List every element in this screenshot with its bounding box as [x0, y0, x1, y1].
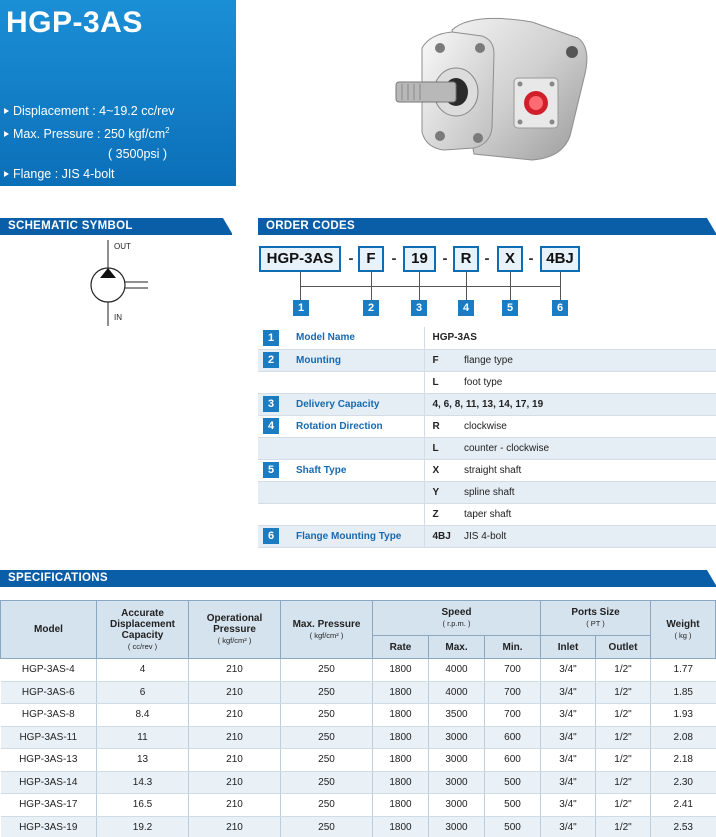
table-row [1, 749, 716, 772]
cell-inlet: 3/4" [541, 749, 596, 772]
cell-outlet: 1/2" [596, 749, 651, 772]
col-speed: Speed ( r.p.m. ) [373, 601, 541, 636]
code-capacity: 19 [403, 246, 436, 272]
cell-inlet: 3/4" [541, 681, 596, 704]
cell-speed-max: 3000 [429, 771, 485, 794]
code-number-badge: 6 [552, 300, 568, 316]
cell-op-pressure: 210 [189, 681, 281, 704]
cell-weight: 1.85 [651, 681, 716, 704]
table-row: 1 Model Name HGP-3AS [258, 327, 716, 349]
table-row [1, 816, 716, 837]
code-number-badge: 2 [363, 300, 379, 316]
cell-inlet: 3/4" [541, 771, 596, 794]
header-banner [0, 0, 236, 186]
cell-model: HGP-3AS-6 [1, 681, 97, 704]
table-row: L foot type [258, 371, 716, 393]
cell-speed-min: 700 [485, 681, 541, 704]
code-number-badge: 4 [458, 300, 474, 316]
code-number-badge: 1 [293, 300, 309, 316]
cell-speed-min: 600 [485, 726, 541, 749]
cell-displacement: 4 [97, 659, 189, 682]
col-operational-pressure: Operational Pressure ( kgf/cm² ) [189, 601, 281, 659]
cell-op-pressure: 210 [189, 659, 281, 682]
table-row: 2 Mounting F flange type [258, 349, 716, 371]
cell-op-pressure: 210 [189, 704, 281, 727]
cell-max-pressure: 250 [281, 704, 373, 727]
cell-inlet: 3/4" [541, 659, 596, 682]
bullet-icon [4, 171, 9, 177]
cell-max-pressure: 250 [281, 659, 373, 682]
cell-weight: 1.77 [651, 659, 716, 682]
cell-speed-min: 500 [485, 816, 541, 837]
cell-max-pressure: 250 [281, 816, 373, 837]
cell-speed-max: 3500 [429, 704, 485, 727]
code-separator: - [348, 250, 354, 267]
cell-speed-rate: 1800 [373, 749, 429, 772]
cell-speed-rate: 1800 [373, 681, 429, 704]
cell-outlet: 1/2" [596, 659, 651, 682]
code-flange: 4BJ [540, 246, 580, 272]
cell-displacement: 8.4 [97, 704, 189, 727]
cell-op-pressure: 210 [189, 794, 281, 817]
code-separator: - [484, 250, 490, 267]
cell-speed-min: 500 [485, 794, 541, 817]
cell-speed-min: 700 [485, 659, 541, 682]
cell-model: HGP-3AS-11 [1, 726, 97, 749]
cell-outlet: 1/2" [596, 794, 651, 817]
cell-max-pressure: 250 [281, 794, 373, 817]
cell-model: HGP-3AS-14 [1, 771, 97, 794]
cell-speed-rate: 1800 [373, 704, 429, 727]
cell-displacement: 14.3 [97, 771, 189, 794]
code-separator: - [391, 250, 397, 267]
cell-weight: 2.53 [651, 816, 716, 837]
col-speed-min: Min. [485, 636, 541, 659]
table-row: Z taper shaft [258, 503, 716, 525]
col-max-pressure: Max. Pressure ( kgf/cm² ) [281, 601, 373, 659]
cell-displacement: 19.2 [97, 816, 189, 837]
cell-speed-max: 4000 [429, 681, 485, 704]
cell-displacement: 11 [97, 726, 189, 749]
code-connector [560, 272, 561, 300]
cell-speed-rate: 1800 [373, 726, 429, 749]
col-ports-size: Ports Size ( PT ) [541, 601, 651, 636]
cell-max-pressure: 250 [281, 771, 373, 794]
col-outlet: Outlet [596, 636, 651, 659]
col-weight: Weight ( kg ) [651, 601, 716, 659]
cell-speed-max: 4000 [429, 659, 485, 682]
table-row [1, 681, 716, 704]
code-separator: - [528, 250, 534, 267]
cell-speed-max: 3000 [429, 749, 485, 772]
cell-model: HGP-3AS-13 [1, 749, 97, 772]
flange-spec: Flange : JIS 4-bolt [4, 164, 175, 184]
cell-outlet: 1/2" [596, 771, 651, 794]
cell-op-pressure: 210 [189, 816, 281, 837]
code-mounting: F [358, 246, 384, 272]
cell-speed-rate: 1800 [373, 816, 429, 837]
cell-speed-max: 3000 [429, 726, 485, 749]
col-displacement: Accurate Displacement Capacity ( cc/rev ) [97, 601, 189, 659]
col-speed-rate: Rate [373, 636, 429, 659]
cell-model: HGP-3AS-19 [1, 816, 97, 837]
cell-outlet: 1/2" [596, 816, 651, 837]
table-row [1, 794, 716, 817]
cell-outlet: 1/2" [596, 704, 651, 727]
table-row: Y spline shaft [258, 481, 716, 503]
table-row: 6 Flange Mounting Type 4BJ JIS 4-bolt [258, 525, 716, 547]
cell-speed-max: 3000 [429, 794, 485, 817]
cell-model: HGP-3AS-8 [1, 704, 97, 727]
code-model: HGP-3AS [259, 246, 341, 272]
bullet-icon [4, 131, 9, 137]
outlet-label: OUT [114, 242, 131, 251]
cell-max-pressure: 250 [281, 749, 373, 772]
table-row [1, 726, 716, 749]
cell-weight: 1.93 [651, 704, 716, 727]
cell-displacement: 16.5 [97, 794, 189, 817]
cell-op-pressure: 210 [189, 771, 281, 794]
code-connector-line [300, 286, 560, 287]
table-row: 5 Shaft Type X straight shaft [258, 459, 716, 481]
code-separator: - [442, 250, 448, 267]
inlet-label: IN [114, 313, 122, 322]
specifications-section-header: SPECIFICATIONS [0, 570, 716, 587]
table-row [1, 704, 716, 727]
cell-speed-min: 600 [485, 749, 541, 772]
displacement-spec: Displacement : 4~19.2 cc/rev [4, 101, 175, 121]
order-codes-section-header: ORDER CODES [258, 218, 716, 235]
cell-displacement: 6 [97, 681, 189, 704]
col-model: Model [1, 601, 97, 659]
cell-inlet: 3/4" [541, 704, 596, 727]
cell-speed-rate: 1800 [373, 794, 429, 817]
schematic-section-header: SCHEMATIC SYMBOL [0, 218, 232, 235]
max-pressure-psi: ( 3500psi ) [108, 147, 168, 161]
cell-weight: 2.18 [651, 749, 716, 772]
product-title: HGP-3AS [6, 6, 143, 39]
cell-weight: 2.41 [651, 794, 716, 817]
table-row: L counter - clockwise [258, 437, 716, 459]
cell-inlet: 3/4" [541, 726, 596, 749]
cell-inlet: 3/4" [541, 794, 596, 817]
cell-weight: 2.30 [651, 771, 716, 794]
table-row: 3 Delivery Capacity 4, 6, 8, 11, 13, 14, 17, 19 [258, 393, 716, 415]
cell-max-pressure: 250 [281, 681, 373, 704]
cell-speed-min: 500 [485, 771, 541, 794]
code-number-badge: 3 [411, 300, 427, 316]
table-row [1, 771, 716, 794]
bullet-icon [4, 108, 9, 114]
cell-max-pressure: 250 [281, 726, 373, 749]
cell-op-pressure: 210 [189, 749, 281, 772]
cell-model: HGP-3AS-17 [1, 794, 97, 817]
col-speed-max: Max. [429, 636, 485, 659]
cell-weight: 2.08 [651, 726, 716, 749]
cell-outlet: 1/2" [596, 681, 651, 704]
order-codes-table [258, 327, 716, 548]
cell-inlet: 3/4" [541, 816, 596, 837]
table-row [1, 659, 716, 682]
table-row: 4 Rotation Direction R clockwise [258, 415, 716, 437]
gear-pump-image [382, 8, 602, 178]
specifications-table [0, 600, 716, 837]
cell-op-pressure: 210 [189, 726, 281, 749]
hero-spec-list [4, 101, 175, 184]
code-rotation: R [453, 246, 479, 272]
code-number-badge: 5 [502, 300, 518, 316]
col-inlet: Inlet [541, 636, 596, 659]
cell-outlet: 1/2" [596, 726, 651, 749]
code-shaft: X [497, 246, 523, 272]
cell-speed-rate: 1800 [373, 659, 429, 682]
cell-speed-min: 700 [485, 704, 541, 727]
cell-speed-rate: 1800 [373, 771, 429, 794]
cell-model: HGP-3AS-4 [1, 659, 97, 682]
max-pressure-spec: Max. Pressure : 250 kgf/$cm^2$ [4, 121, 175, 144]
cell-displacement: 13 [97, 749, 189, 772]
cell-speed-max: 3000 [429, 816, 485, 837]
